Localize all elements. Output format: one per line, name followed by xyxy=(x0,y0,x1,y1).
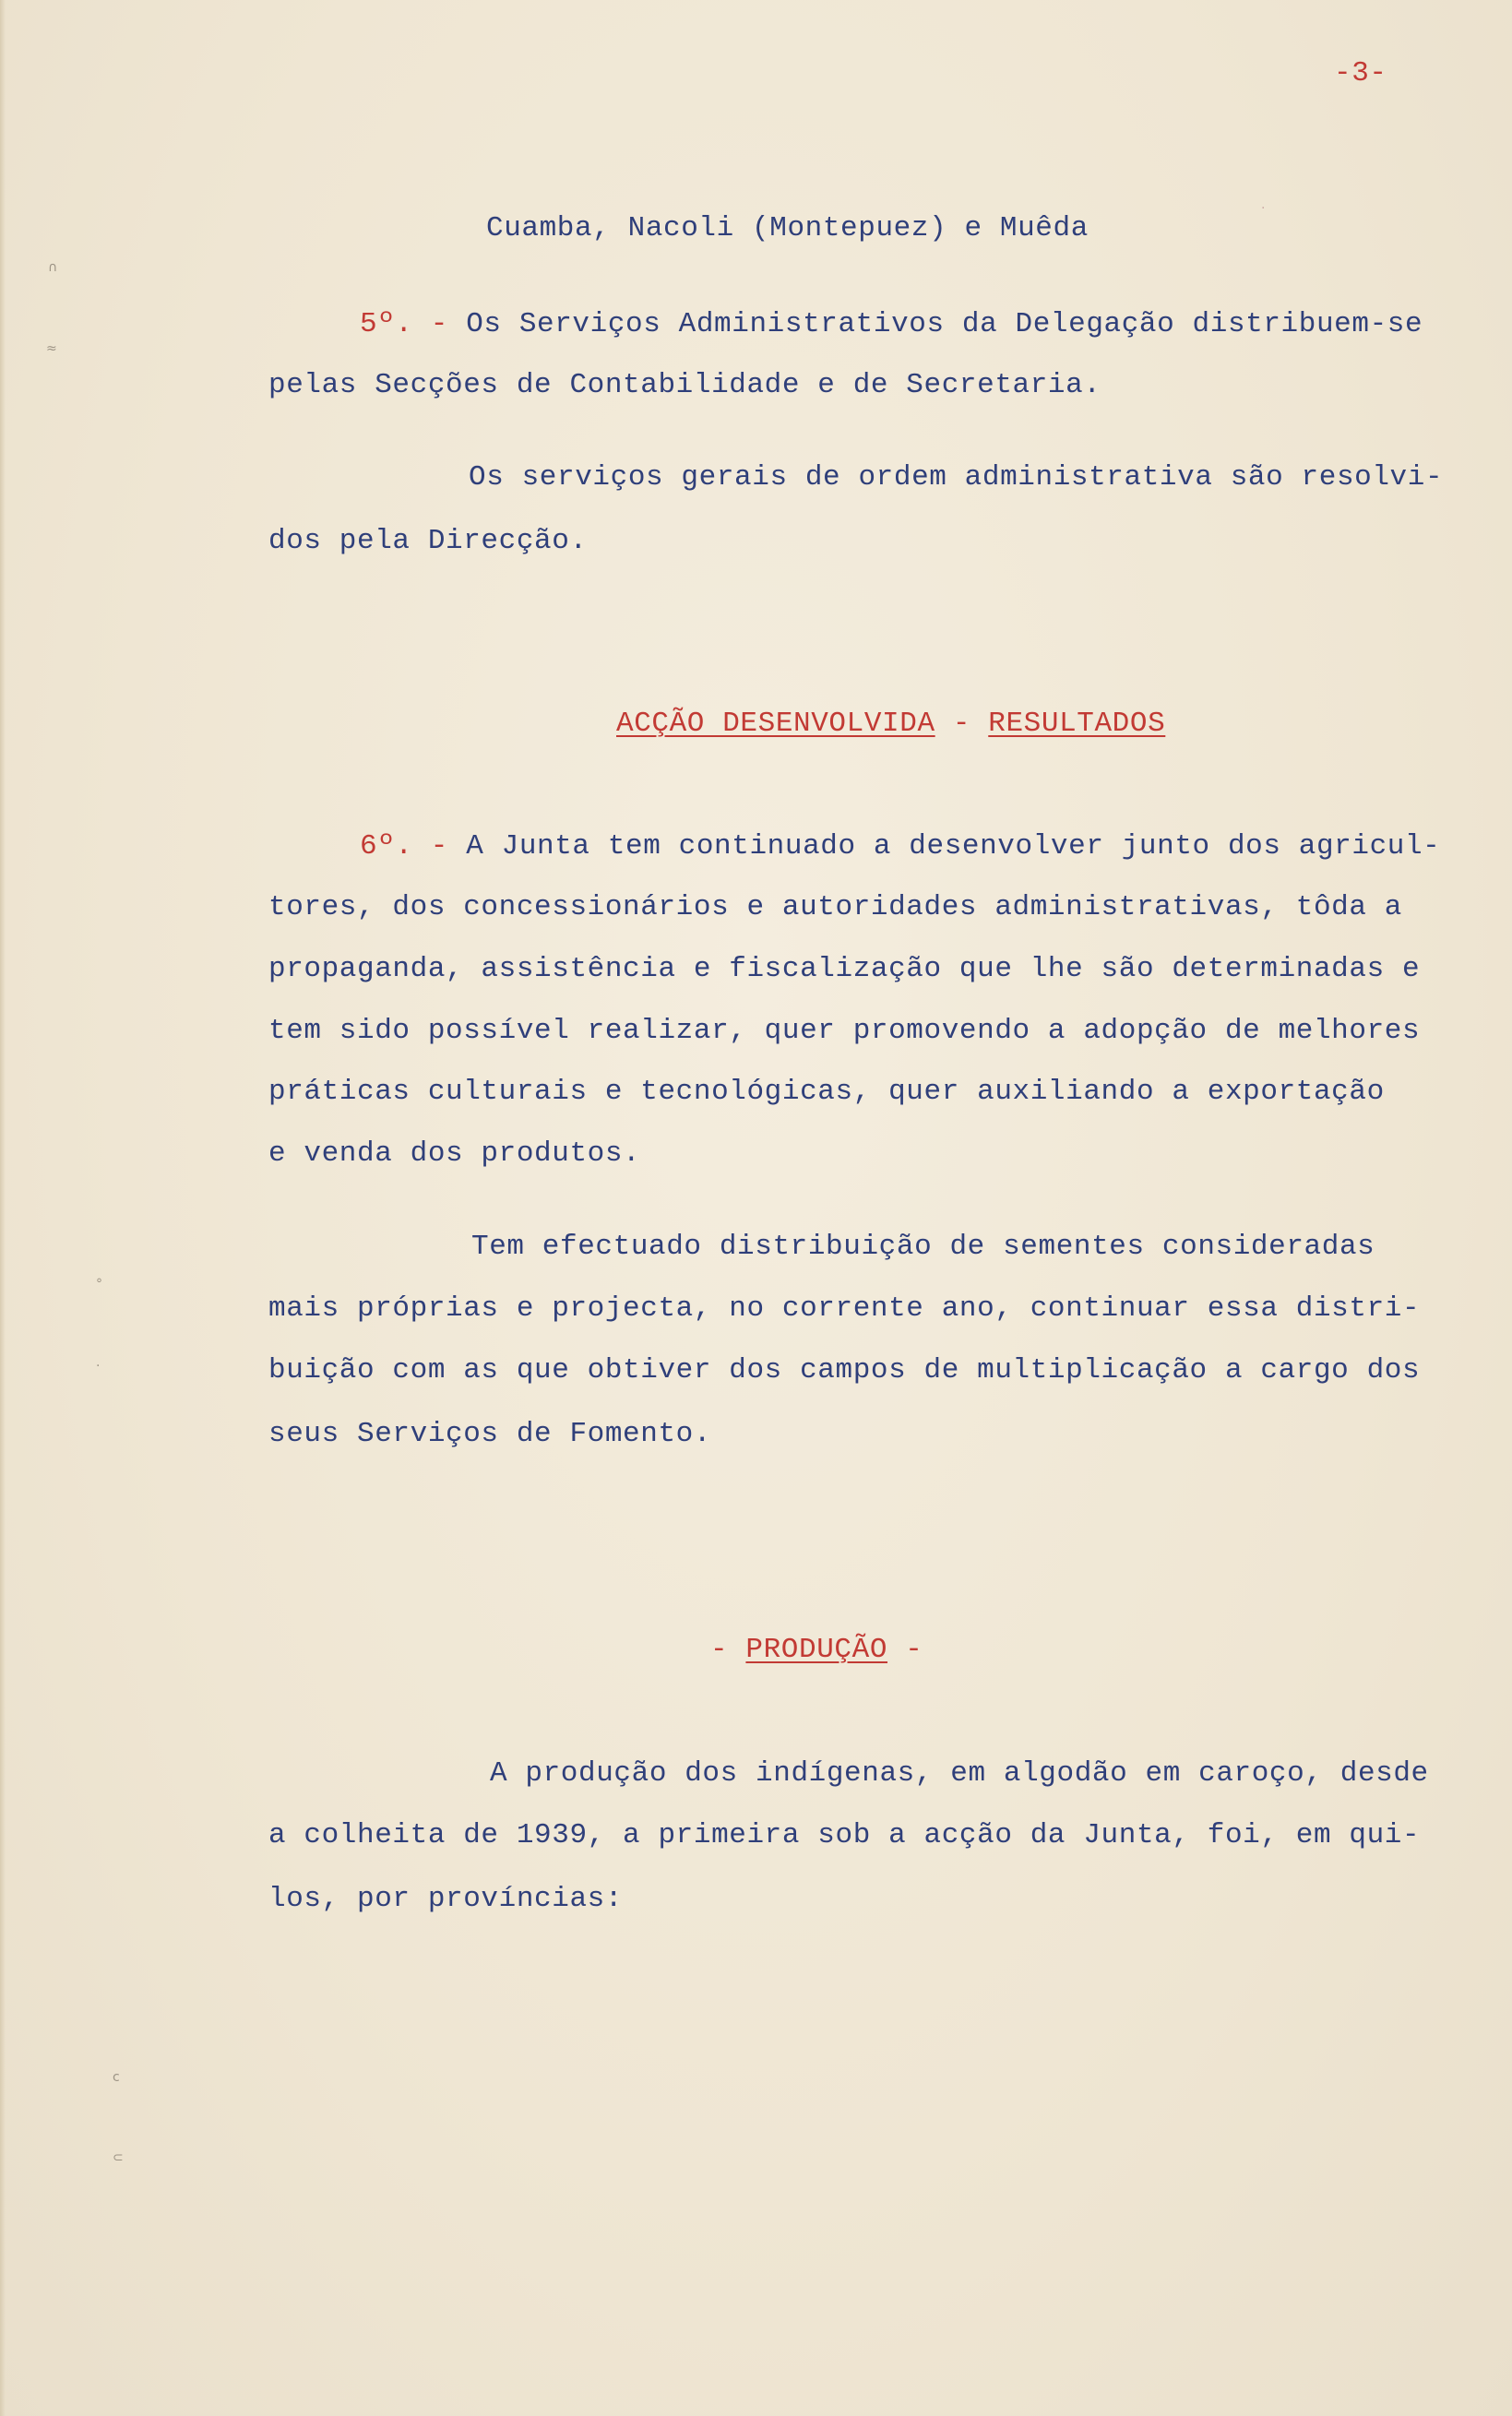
heading-dash: - xyxy=(710,1634,729,1666)
paragraph-6b-line-1: Tem efectuado distribuição de sementes consideradas xyxy=(471,1231,1375,1263)
paragraph-6-line-3: propaganda, assistência e fiscalização que lhe são determinadas e xyxy=(268,953,1421,985)
heading-part: ACÇÃO DESENVOLVIDA xyxy=(616,708,935,740)
text-line: Cuamba, Nacoli (Montepuez) e Muêda xyxy=(486,212,1089,244)
paragraph-6b-line-2: mais próprias e projecta, no corrente ano, continuar essa distri- xyxy=(268,1292,1421,1325)
paragraph-number: 6º. - xyxy=(360,830,449,863)
paragraph-6b-line-3: buição com as que obtiver dos campos de multiplicação a cargo dos xyxy=(268,1354,1421,1387)
heading-title: PRODUÇÃO xyxy=(745,1634,888,1666)
paragraph-6-line-1 xyxy=(360,832,1440,861)
paragraph-6-line-6: e venda dos produtos. xyxy=(268,1137,641,1170)
heading-separator: - xyxy=(952,708,971,740)
paragraph-7-line-2: a colheita de 1939, a primeira sob a acção da Junta, foi, em qui- xyxy=(268,1819,1421,1851)
text-span: A Junta tem continuado a desenvolver junto dos agricul- xyxy=(466,830,1441,863)
paragraph-5b-line-1: Os serviços gerais de ordem administrativa são resolvi- xyxy=(469,461,1444,494)
paper-speck: ∩ xyxy=(48,260,58,275)
paragraph-6-line-5: práticas culturais e tecnológicas, quer auxiliando a exportação xyxy=(268,1076,1385,1108)
paragraph-5-line-1 xyxy=(360,310,1423,339)
paragraph-number: 5º. - xyxy=(360,308,449,340)
paragraph-5b-line-2: dos pela Direcção. xyxy=(268,525,588,557)
paragraph-5-line-2: pelas Secções de Contabilidade e de Secretaria. xyxy=(268,369,1101,401)
paragraph-7-line-1: A produção dos indígenas, em algodão em caroço, desde xyxy=(490,1757,1429,1790)
paper-speck: ° xyxy=(96,1277,102,1291)
paragraph-6-line-4: tem sido possível realizar, quer promovendo a adopção de melhores xyxy=(268,1015,1421,1047)
paragraph-6-line-2: tores, dos concessionários e autoridades administrativas, tôda a xyxy=(268,891,1402,923)
paper-speck: · xyxy=(96,1359,101,1374)
paper-edge-shadow xyxy=(0,0,6,2416)
paragraph-7-line-3: los, por províncias: xyxy=(268,1883,624,1915)
section-heading xyxy=(616,709,1165,738)
paper-speck: ⊂ xyxy=(113,2150,124,2165)
paper-speck: ≈ xyxy=(46,341,57,356)
heading-dash: - xyxy=(905,1634,923,1666)
section-heading xyxy=(710,1636,923,1664)
heading-part: RESULTADOS xyxy=(988,708,1166,740)
paragraph-6b-line-4: seus Serviços de Fomento. xyxy=(268,1418,712,1450)
text-span: Os Serviços Administrativos da Delegação distribuem-se xyxy=(466,308,1423,340)
paper-speck: c xyxy=(113,2070,120,2085)
paper-speck: · xyxy=(1261,201,1266,216)
page-number: -3- xyxy=(1334,57,1387,89)
